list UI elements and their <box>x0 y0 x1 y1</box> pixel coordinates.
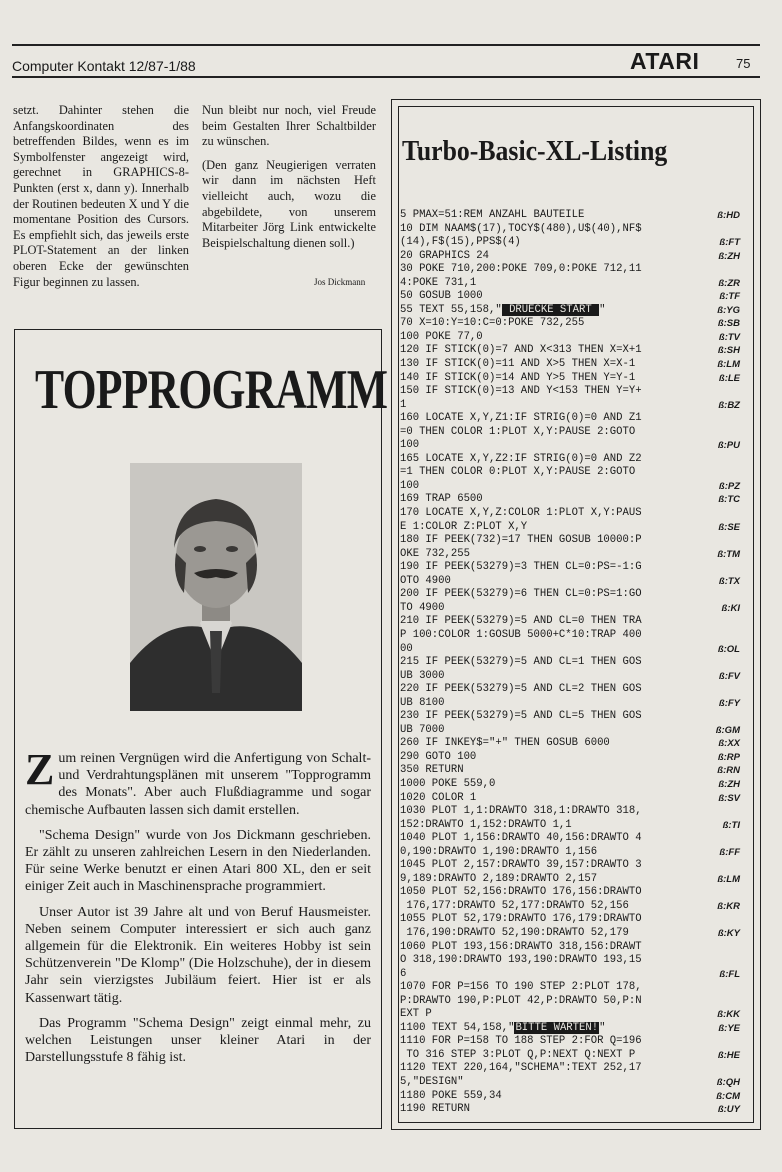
section-brand: ATARI <box>630 48 700 74</box>
code-line <box>400 724 740 738</box>
author-name: Jos Dickmann <box>314 277 366 287</box>
code-line <box>400 439 740 453</box>
code-text: =1 THEN COLOR 0:PLOT X,Y:PAUSE 2:GOTO <box>400 466 636 479</box>
checksum: ß:FY <box>718 697 740 709</box>
code-line <box>400 521 740 535</box>
code-line <box>400 629 740 643</box>
checksum: ß:BZ <box>718 399 740 411</box>
code-line <box>400 290 740 304</box>
checksum: ß:KK <box>717 1009 740 1021</box>
code-line <box>400 805 740 819</box>
code-line <box>400 927 740 941</box>
code-text: 1110 FOR P=158 TO 188 STEP 2:FOR Q=196 <box>400 1035 642 1048</box>
code-line <box>400 913 740 927</box>
code-line <box>400 480 740 494</box>
code-text: 1030 PLOT 1,1:DRAWTO 318,1:DRAWTO 318, <box>400 805 642 818</box>
checksum: ß:HE <box>717 1049 740 1061</box>
code-text: 1020 COLOR 1 <box>400 791 477 804</box>
code-text: 100 <box>400 439 420 452</box>
code-text: P 100:COLOR 1:GOSUB 5000+C*10:TRAP 400 <box>400 628 642 641</box>
code-line <box>400 859 740 873</box>
code-line <box>400 602 740 616</box>
code-text: 140 IF STICK(0)=14 AND Y>5 THEN Y=Y-1 <box>400 371 636 384</box>
code-text: OTO 4900 <box>400 574 451 587</box>
checksum: ß:PU <box>717 440 740 452</box>
topprogramm-body <box>25 745 371 1074</box>
code-text: 180 IF PEEK(732)=17 THEN GOSUB 10000:P <box>400 534 642 547</box>
code-line <box>400 819 740 833</box>
code-line <box>400 1022 740 1036</box>
author-photo <box>130 463 302 711</box>
code-line <box>400 209 740 223</box>
code-line <box>400 764 740 778</box>
code-line <box>400 792 740 806</box>
code-text: 1000 POKE 559,0 <box>400 777 496 790</box>
checksum: ß:TI <box>722 819 740 831</box>
code-line <box>400 493 740 507</box>
code-line <box>400 385 740 399</box>
code-line <box>400 710 740 724</box>
paragraph-4: Das Programm "Schema Design" zeigt einmal mehr, zu welchen Leistungen unser kleiner Atari in der Darstellungsstufe 8 fähig ist. <box>25 1015 371 1066</box>
checksum: ß:RN <box>717 765 740 777</box>
checksum: ß:PZ <box>718 480 740 492</box>
checksum: ß:XX <box>718 738 740 750</box>
code-text: 5 PMAX=51:REM ANZAHL BAUTEILE <box>400 209 585 221</box>
code-text: 152:DRAWTO 1,152:DRAWTO 1,1 <box>400 818 572 831</box>
code-line <box>400 1035 740 1049</box>
checksum: ß:OL <box>717 643 740 655</box>
code-line <box>400 886 740 900</box>
code-text: 1180 POKE 559,34 <box>400 1089 502 1102</box>
code-text: 120 IF STICK(0)=7 AND X<313 THEN X=X+1 <box>400 344 642 357</box>
code-line <box>400 981 740 995</box>
paragraph-3: Unser Autor ist 39 Jahre alt und von Beruf Hausmeister. Neben seinem Computer interessiert er sich auch ganz allgemein für die Elektronik. Ein weiteres Hobby ist sein Schützenverein "De Klomp" (Die Holzschuhe), der in diesem Jahr sein vierzigstes Jubiläum feiert. Hier ist er als Kassenwart tätig. <box>25 904 371 1006</box>
article-text: setzt. Dahinter stehen die Anfangskoordinaten des betreffenden Bildes, wenn es im Symbolfenster angezeigt wird, gerechnet in GRAPHICS-8-Punkten (erst x, dann y). Innerhalb der Routinen bedeuten X und Y die momentane Position des Cursors. Es empfiehlt sich, das jeweils erste PLOT-Statement an der linken oberen Ecke der gewünschten Figur beginnen zu lassen. <box>13 103 189 289</box>
checksum: ß:GM <box>715 724 740 736</box>
code-text: P:DRAWTO 190,P:PLOT 42,P:DRAWTO 50,P:N <box>400 994 642 1007</box>
code-text: 1100 TEXT 54,158," <box>400 1021 515 1034</box>
code-text: O 318,190:DRAWTO 193,190:DRAWTO 193,15 <box>400 954 642 967</box>
code-line <box>400 223 740 237</box>
code-text-tail: " <box>599 1021 606 1034</box>
code-line <box>400 588 740 602</box>
drop-cap: Z <box>25 745 55 794</box>
code-line <box>400 548 740 562</box>
code-text: 70 X=10:Y=10:C=0:POKE 732,255 <box>400 317 585 330</box>
code-line <box>400 372 740 386</box>
checksum: ß:LE <box>718 372 740 384</box>
code-line <box>400 344 740 358</box>
code-text: 130 IF STICK(0)=11 AND X>5 THEN X=X-1 <box>400 358 636 371</box>
code-line <box>400 697 740 711</box>
checksum: ß:SB <box>717 318 740 330</box>
checksum: ß:TX <box>718 575 740 587</box>
code-line <box>400 236 740 250</box>
code-text: 169 TRAP 6500 <box>400 493 483 506</box>
listing-title: Turbo-Basic-XL-Listing <box>402 136 668 167</box>
code-text: 30 POKE 710,200:POKE 709,0:POKE 712,11 <box>400 263 642 276</box>
code-text: 1045 PLOT 2,157:DRAWTO 39,157:DRAWTO 3 <box>400 859 642 872</box>
code-line <box>400 1008 740 1022</box>
checksum: ß:KY <box>717 927 740 939</box>
topprogramm-title: TOPPROGRAMM <box>35 359 388 421</box>
page-number: 75 <box>736 56 751 71</box>
checksum: ß:YE <box>718 1022 740 1034</box>
checksum: ß:KI <box>721 602 740 614</box>
code-text: 1050 PLOT 52,156:DRAWTO 176,156:DRAWTO <box>400 886 642 899</box>
code-text: 6 <box>400 967 407 980</box>
code-line <box>400 399 740 413</box>
code-line <box>400 304 740 318</box>
code-text: 100 POKE 77,0 <box>400 330 483 343</box>
code-text: 55 TEXT 55,158," <box>400 303 502 316</box>
checksum: ß:LM <box>717 359 740 371</box>
code-text: 1060 PLOT 193,156:DRAWTO 318,156:DRAWT <box>400 940 642 953</box>
code-text: 350 RETURN <box>400 764 464 777</box>
code-text: 165 LOCATE X,Y,Z2:IF STRIG(0)=0 AND Z2 <box>400 452 642 465</box>
code-line <box>400 954 740 968</box>
code-text: OKE 732,255 <box>400 547 470 560</box>
code-line <box>400 331 740 345</box>
code-text: 10 DIM NAAM$(17),TOCY$(480),U$(40),NF$ <box>400 222 642 235</box>
code-line <box>400 683 740 697</box>
code-line <box>400 317 740 331</box>
code-line <box>400 1049 740 1063</box>
code-line <box>400 250 740 264</box>
paragraph-1 <box>25 745 371 819</box>
code-text: 1055 PLOT 52,179:DRAWTO 176,179:DRAWTO <box>400 913 642 926</box>
code-text: 50 GOSUB 1000 <box>400 290 483 303</box>
checksum: ß:KR <box>717 900 740 912</box>
article-closing: Nun bleibt nur noch, viel Freude beim Gestalten Ihrer Schaltbilder zu wünschen. <box>202 103 376 149</box>
code-text: 5,"DESIGN" <box>400 1076 464 1088</box>
paragraph-1-text: um reinen Vergnügen wird die Anfertigung von Schalt- und Verdrahtungsplänen mit unserem "Topprogramm des Monats". Aber auch Flußdiagramme und sogar chemische Aufbauten lassen sich damit erstellen. <box>25 751 371 818</box>
code-text: 150 IF STICK(0)=13 AND Y<153 THEN Y=Y+ <box>400 385 642 398</box>
code-line <box>400 900 740 914</box>
code-line <box>400 277 740 291</box>
checksum: ß:FL <box>719 968 740 980</box>
code-text: UB 8100 <box>400 696 445 709</box>
code-line <box>400 426 740 440</box>
code-line <box>400 1076 740 1090</box>
code-line <box>400 453 740 467</box>
code-text: 1190 RETURN <box>400 1103 470 1116</box>
code-line <box>400 507 740 521</box>
header-rule-top <box>12 44 760 46</box>
code-line <box>400 1090 740 1104</box>
topprogramm-box <box>14 329 388 1129</box>
checksum: ß:RP <box>717 751 740 763</box>
code-line <box>400 412 740 426</box>
code-line <box>400 561 740 575</box>
code-line <box>400 737 740 751</box>
checksum: ß:SE <box>718 521 740 533</box>
inverse-text: BITTE WARTEN! <box>515 1021 599 1034</box>
code-line <box>400 615 740 629</box>
code-line <box>400 466 740 480</box>
code-text: 230 IF PEEK(53279)=5 AND CL=5 THEN GOS <box>400 710 642 723</box>
code-text: 20 GRAPHICS 24 <box>400 249 490 262</box>
code-text: 00 <box>400 642 413 655</box>
code-text: EXT P <box>400 1008 432 1021</box>
code-line <box>400 656 740 670</box>
code-line <box>400 832 740 846</box>
code-line <box>400 1103 740 1117</box>
code-line <box>400 643 740 657</box>
article-column-2 <box>202 103 376 251</box>
code-line <box>400 358 740 372</box>
code-line <box>400 751 740 765</box>
code-text: UB 3000 <box>400 669 445 682</box>
code-text: 170 LOCATE X,Y,Z:COLOR 1:PLOT X,Y:PAUS <box>400 507 642 520</box>
checksum: ß:YG <box>717 304 740 316</box>
inverse-text: DRUECKE START <box>502 303 599 316</box>
checksum: ß:ZR <box>718 277 740 289</box>
code-text: 210 IF PEEK(53279)=5 AND CL=0 THEN TRA <box>400 615 642 628</box>
article-note: (Den ganz Neugierigen verraten wir dann im nächsten Heft vielleicht auch, wozu die abgebildete, von unserem Mitarbeiter Jörg Link entwickelte Beispielschaltung dienen soll.) <box>202 157 376 250</box>
code-line <box>400 846 740 860</box>
checksum: ß:TV <box>718 331 740 343</box>
code-text: 176,190:DRAWTO 52,190:DRAWTO 52,179 <box>400 926 629 939</box>
code-text: 260 IF INKEY$="+" THEN GOSUB 6000 <box>400 737 610 750</box>
code-listing <box>400 209 740 1117</box>
code-text: 0,190:DRAWTO 1,190:DRAWTO 1,156 <box>400 845 598 858</box>
code-text: 176,177:DRAWTO 52,177:DRAWTO 52,156 <box>400 899 629 912</box>
checksum: ß:TF <box>719 291 740 303</box>
checksum: ß:TM <box>717 548 740 560</box>
checksum: ß:LM <box>717 873 740 885</box>
code-text: 9,189:DRAWTO 2,189:DRAWTO 2,157 <box>400 872 598 885</box>
code-text: 1120 TEXT 220,164,"SCHEMA":TEXT 252,17 <box>400 1062 642 1075</box>
checksum: ß:SV <box>718 792 740 804</box>
checksum: ß:FV <box>718 670 740 682</box>
code-line <box>400 263 740 277</box>
checksum: ß:ZH <box>718 778 740 790</box>
checksum: ß:FT <box>719 237 740 249</box>
code-line <box>400 941 740 955</box>
code-text: (14),F$(15),PPS$(4) <box>400 236 521 249</box>
code-text: =0 THEN COLOR 1:PLOT X,Y:PAUSE 2:GOTO <box>400 425 636 438</box>
paragraph-2: "Schema Design" wurde von Jos Dickmann geschrieben. Er zählt zu unseren zahlreichen Lesern in den Niederlanden. Für seine Werke benutzt er einen Atari 800 XL, den er seit einiger Zeit auch in Maschinensprache programmiert. <box>25 827 371 895</box>
code-text: TO 316 STEP 3:PLOT Q,P:NEXT Q:NEXT P <box>400 1048 636 1061</box>
code-text: 1040 PLOT 1,156:DRAWTO 40,156:DRAWTO 4 <box>400 832 642 845</box>
code-line <box>400 995 740 1009</box>
code-text: 1 <box>400 398 407 411</box>
code-text: 1070 FOR P=156 TO 190 STEP 2:PLOT 178, <box>400 981 642 994</box>
code-text: 220 IF PEEK(53279)=5 AND CL=2 THEN GOS <box>400 683 642 696</box>
magazine-issue: Computer Kontakt 12/87-1/88 <box>12 58 196 74</box>
checksum: ß:UY <box>717 1104 740 1116</box>
code-text: UB 7000 <box>400 723 445 736</box>
checksum: ß:SH <box>717 345 740 357</box>
code-line <box>400 670 740 684</box>
article-column-1 <box>13 103 189 290</box>
code-line <box>400 968 740 982</box>
checksum: ß:TC <box>718 494 740 506</box>
code-text: 160 LOCATE X,Y,Z1:IF STRIG(0)=0 AND Z1 <box>400 412 642 425</box>
code-line <box>400 778 740 792</box>
checksum: ß:HD <box>717 210 740 221</box>
checksum: ß:ZH <box>718 250 740 262</box>
code-line <box>400 873 740 887</box>
code-line <box>400 1062 740 1076</box>
code-text: 100 <box>400 479 420 492</box>
code-text: 200 IF PEEK(53279)=6 THEN CL=0:PS=1:GO <box>400 588 642 601</box>
code-text: 215 IF PEEK(53279)=5 AND CL=1 THEN GOS <box>400 656 642 669</box>
code-text: 4:POKE 731,1 <box>400 276 477 289</box>
checksum: ß:FF <box>719 846 740 858</box>
code-text: E 1:COLOR Z:PLOT X,Y <box>400 520 528 533</box>
checksum: ß:CM <box>716 1090 740 1102</box>
code-line <box>400 534 740 548</box>
code-text: 190 IF PEEK(53279)=3 THEN CL=0:PS=-1:G <box>400 561 642 574</box>
code-text: 290 GOTO 100 <box>400 750 477 763</box>
header-rule-bottom <box>12 76 760 78</box>
listing-box <box>391 99 761 1130</box>
code-line <box>400 575 740 589</box>
checksum: ß:QH <box>716 1077 740 1088</box>
code-text: TO 4900 <box>400 601 445 614</box>
code-text-tail: " <box>599 303 606 316</box>
